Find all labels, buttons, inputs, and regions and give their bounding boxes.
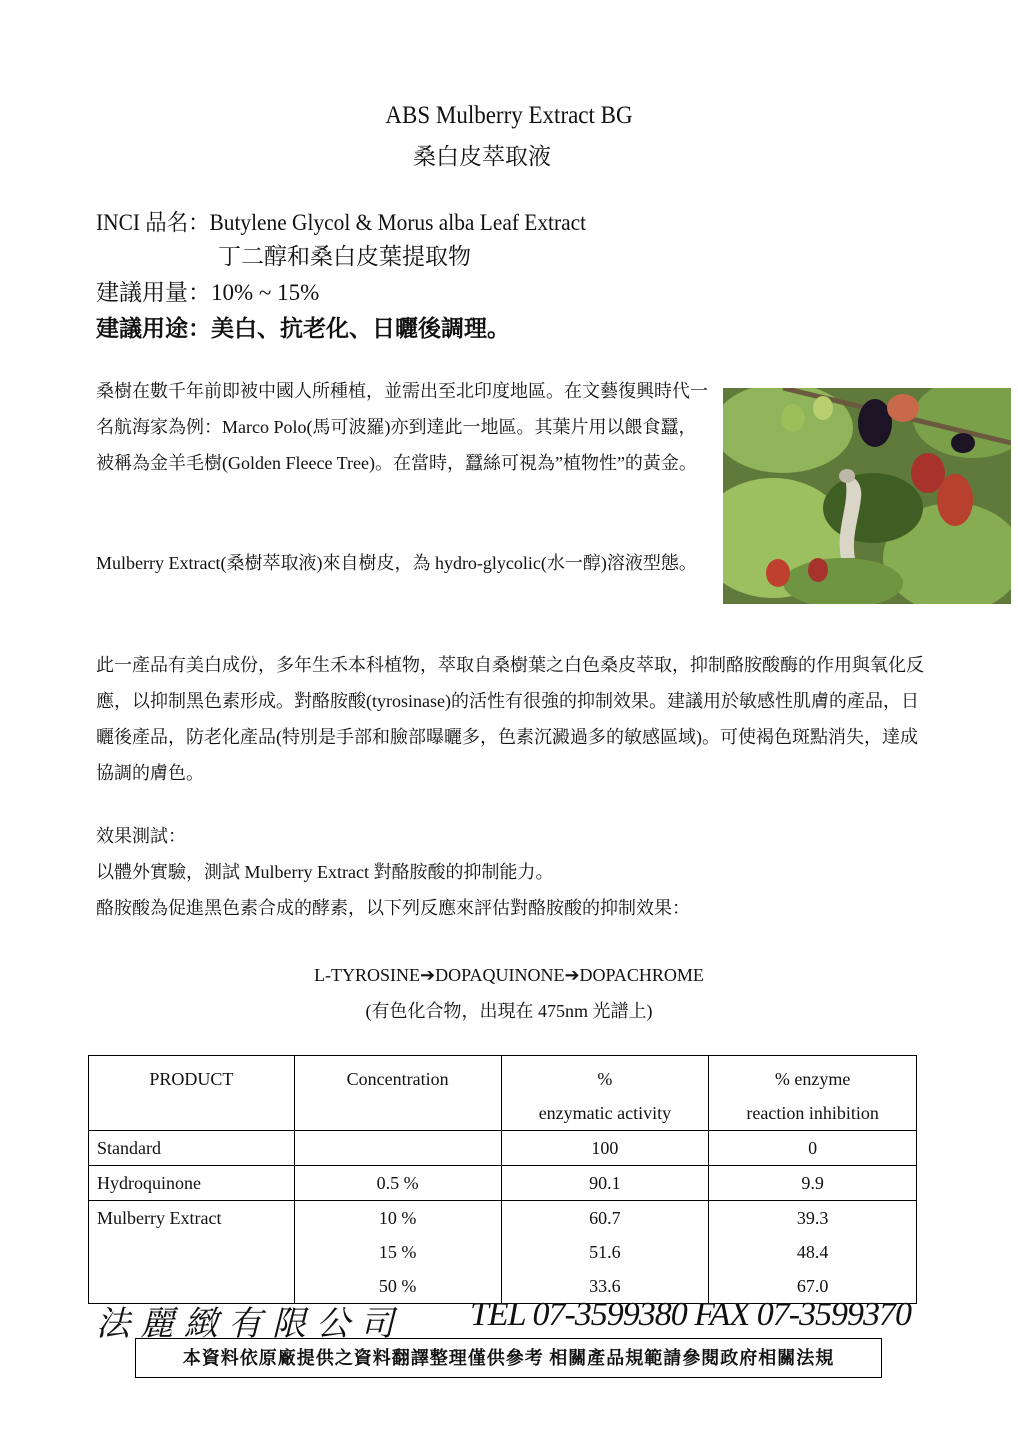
recommended-usage: 建議用途：美白、抗老化、日曬後調理。	[96, 316, 510, 341]
disclaimer-box: 本資料依原廠提供之資料翻譯整理僅供參考 相關產品規範請參閱政府相關法規	[135, 1338, 882, 1378]
test-section	[96, 818, 926, 926]
reaction-equation: L-TYROSINE➔DOPAQUINONE➔DOPACHROME	[314, 965, 704, 985]
product-description: 此一產品有美白成份，多年生禾本科植物，萃取自桑樹葉之白色桑皮萃取，抑制酪胺酸酶的作用與氧化反應，以抑制黑色素形成。對酪胺酸(tyrosinase)的活性有很強的抑制效果。建議用於敏感性肌膚的產品，日曬後產品，防老化產品(特別是手部和臉部曝曬多，色素沉澱過多的敏感區域)。可使褐色斑點消失，達成協調的膚色。	[96, 655, 924, 783]
reaction-note: (有色化合物，出現在 475nm 光譜上)	[365, 1001, 653, 1021]
results-table	[88, 1055, 917, 1304]
recommended-dosage: 建議用量：10% ~ 15%	[96, 280, 320, 305]
test-line-1: 以體外實驗，測試 Mulberry Extract 對酪胺酸的抑制能力。	[96, 862, 554, 882]
document-title: ABS Mulberry Extract BG	[385, 102, 633, 129]
header-activity: % enzymatic activity	[501, 1056, 709, 1131]
table-header-row	[89, 1056, 917, 1131]
table-row: 15 % 51.6 48.4	[89, 1235, 917, 1269]
history-paragraph: 桑樹在數千年前即被中國人所種植，並需出至北印度地區。在文藝復興時代一名航海家為例：Marco Polo(馬可波羅)亦到達此一地區。其葉片用以餵食蠶，被稱為金羊毛樹(Golden Fleece Tree)。在當時，蠶絲可視為”植物性”的黃金。	[96, 381, 708, 473]
table-row: Standard 100 0	[89, 1131, 917, 1166]
test-heading: 效果測試：	[96, 826, 186, 846]
company-contact: TEL 07-3599380 FAX 07-3599370	[470, 1296, 912, 1333]
document-subtitle: 桑白皮萃取液	[413, 144, 551, 169]
table-row: 50 % 33.6 67.0	[89, 1269, 917, 1304]
extract-paragraph: Mulberry Extract(桑樹萃取液)來自樹皮，為 hydro-glycolic(水一醇)溶液型態。	[96, 553, 697, 573]
table-row: Hydroquinone 0.5 % 90.1 9.9	[89, 1166, 917, 1201]
reaction-block	[0, 957, 1018, 1029]
inci-name: INCI 品名：Butylene Glycol & Morus alba Leaf Extract	[96, 210, 587, 235]
header-concentration: Concentration	[294, 1056, 501, 1131]
header-product: PRODUCT	[89, 1056, 295, 1131]
header-inhibition: % enzyme reaction inhibition	[709, 1056, 917, 1131]
inci-name-chinese: 丁二醇和桑白皮葉提取物	[218, 244, 471, 269]
test-line-2: 酪胺酸為促進黑色素合成的酵素，以下列反應來評估對酪胺酸的抑制效果：	[96, 898, 690, 918]
table-row: Mulberry Extract 10 % 60.7 39.3	[89, 1201, 917, 1236]
mulberry-photo	[723, 388, 1011, 604]
company-name: 法麗緻有限公司	[96, 1306, 404, 1343]
